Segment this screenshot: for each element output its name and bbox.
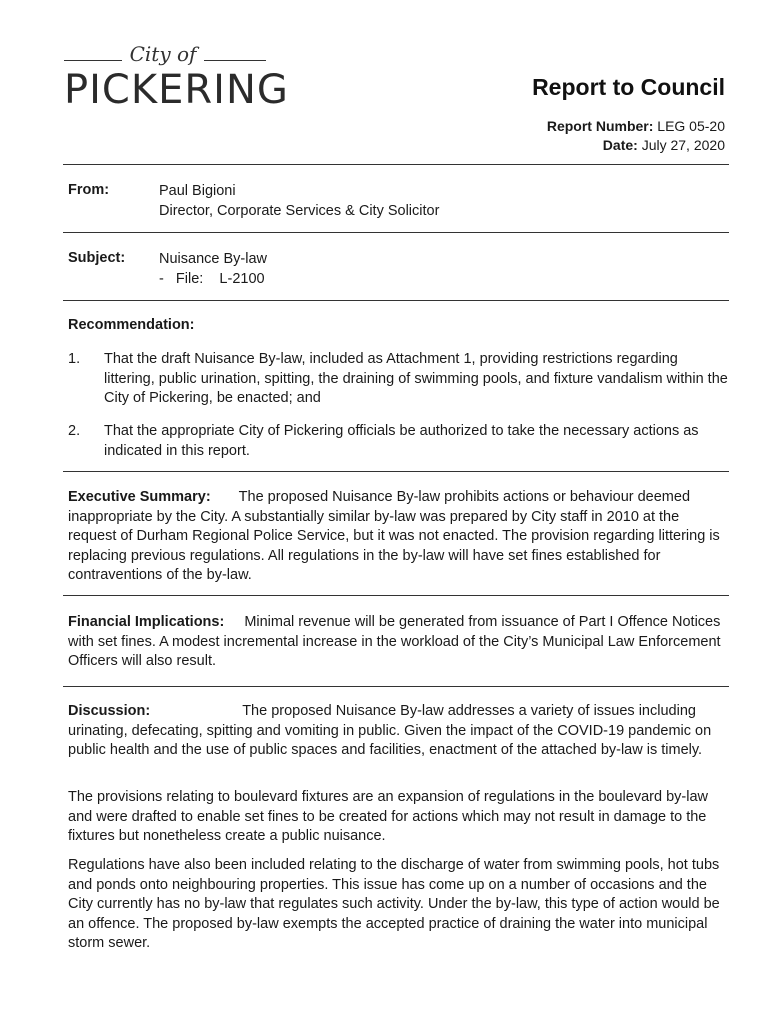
report-number-label: Report Number: (546, 118, 654, 134)
executive-summary (68, 488, 728, 586)
discussion-label: Discussion: (68, 703, 151, 719)
discussion-paragraph (68, 702, 728, 761)
report-number: LEG 05-20 (657, 118, 725, 134)
divider (63, 164, 729, 165)
divider (63, 471, 729, 472)
subject-file: - File: L-2100 (159, 271, 265, 287)
divider (63, 232, 729, 233)
recommendation-heading: Recommendation: (68, 317, 195, 333)
logo-rule-right (204, 60, 266, 61)
financial-implications-text: Minimal revenue will be generated from issuance of Part I Offence Notices with set fines. A modest incremental increase in the workload of the City’s Municipal Law Enforcement Officers will also result. (68, 614, 721, 669)
discussion-text: The proposed Nuisance By-law addresses a variety of issues including urinating, defecating, spitting and vomiting in public. Given the impact of the COVID-19 pandemic on public health and the use of public spaces and facilities, enactment of the attached by-law is timely. (68, 703, 712, 758)
report-date: July 27, 2020 (641, 137, 725, 153)
executive-summary-text: The proposed Nuisance By-law prohibits actions or behaviour deemed inappropriate by the City. A substantially similar by-law was prepared by City staff in 2010 at the request of Durham Regional Police Service, but it was not enacted. The provision regarding littering is replacing previous regulations. All regulations in the by-law will have set fines established for contraventions of the by-law. (68, 489, 720, 583)
financial-implications (68, 613, 728, 672)
discussion-paragraph: Regulations have also been included relating to the discharge of water from swimming pools, hot tubs and ponds onto neighbouring properties. This issue has come up on a number of occasions and the City currently has no by-law that regulates such activity. Under the by-law, this type of action would be an offence. The proposed by-law exempts the accepted practice of draining the water into municipal storm sewer. (68, 857, 720, 951)
logo-rule-left (64, 60, 122, 61)
from-name: Paul Bigioni (159, 183, 236, 199)
financial-implications-label: Financial Implications: (68, 614, 225, 630)
subject-label: Subject: (68, 250, 126, 266)
recommendation-number: 1. (68, 351, 81, 367)
divider (63, 300, 729, 301)
subject-block (159, 249, 267, 289)
recommendation-number: 2. (68, 423, 81, 439)
divider (63, 686, 729, 687)
discussion-paragraph: The provisions relating to boulevard fixtures are an expansion of regulations in the boulevard by-law and were drafted to enable set fines to be created for actions which may not result in damage to the fixtures but nonetheless create a public nuisance. (68, 789, 708, 844)
divider (63, 595, 729, 596)
logo-script-text: City of (129, 42, 197, 66)
from-label: From: (68, 182, 110, 198)
executive-summary-label: Executive Summary: (68, 489, 211, 505)
subject-line: Nuisance By-law (159, 251, 267, 267)
report-title: Report to Council (532, 74, 725, 100)
city-of-pickering-logo (62, 42, 289, 122)
report-meta (547, 117, 725, 155)
logo-wordmark: PICKERING (64, 67, 289, 113)
recommendation-item: That the draft Nuisance By-law, included as Attachment 1, providing restrictions regarding littering, public urination, spitting, the draining of swimming pools, and fixture vandalism within the City of Pickering, be enacted; and (104, 351, 728, 406)
from-block (159, 181, 439, 221)
date-label: Date: (602, 137, 638, 153)
recommendation-item: That the appropriate City of Pickering officials be authorized to take the necessary actions as indicated in this report. (104, 423, 699, 459)
from-title: Director, Corporate Services & City Solicitor (159, 203, 440, 219)
